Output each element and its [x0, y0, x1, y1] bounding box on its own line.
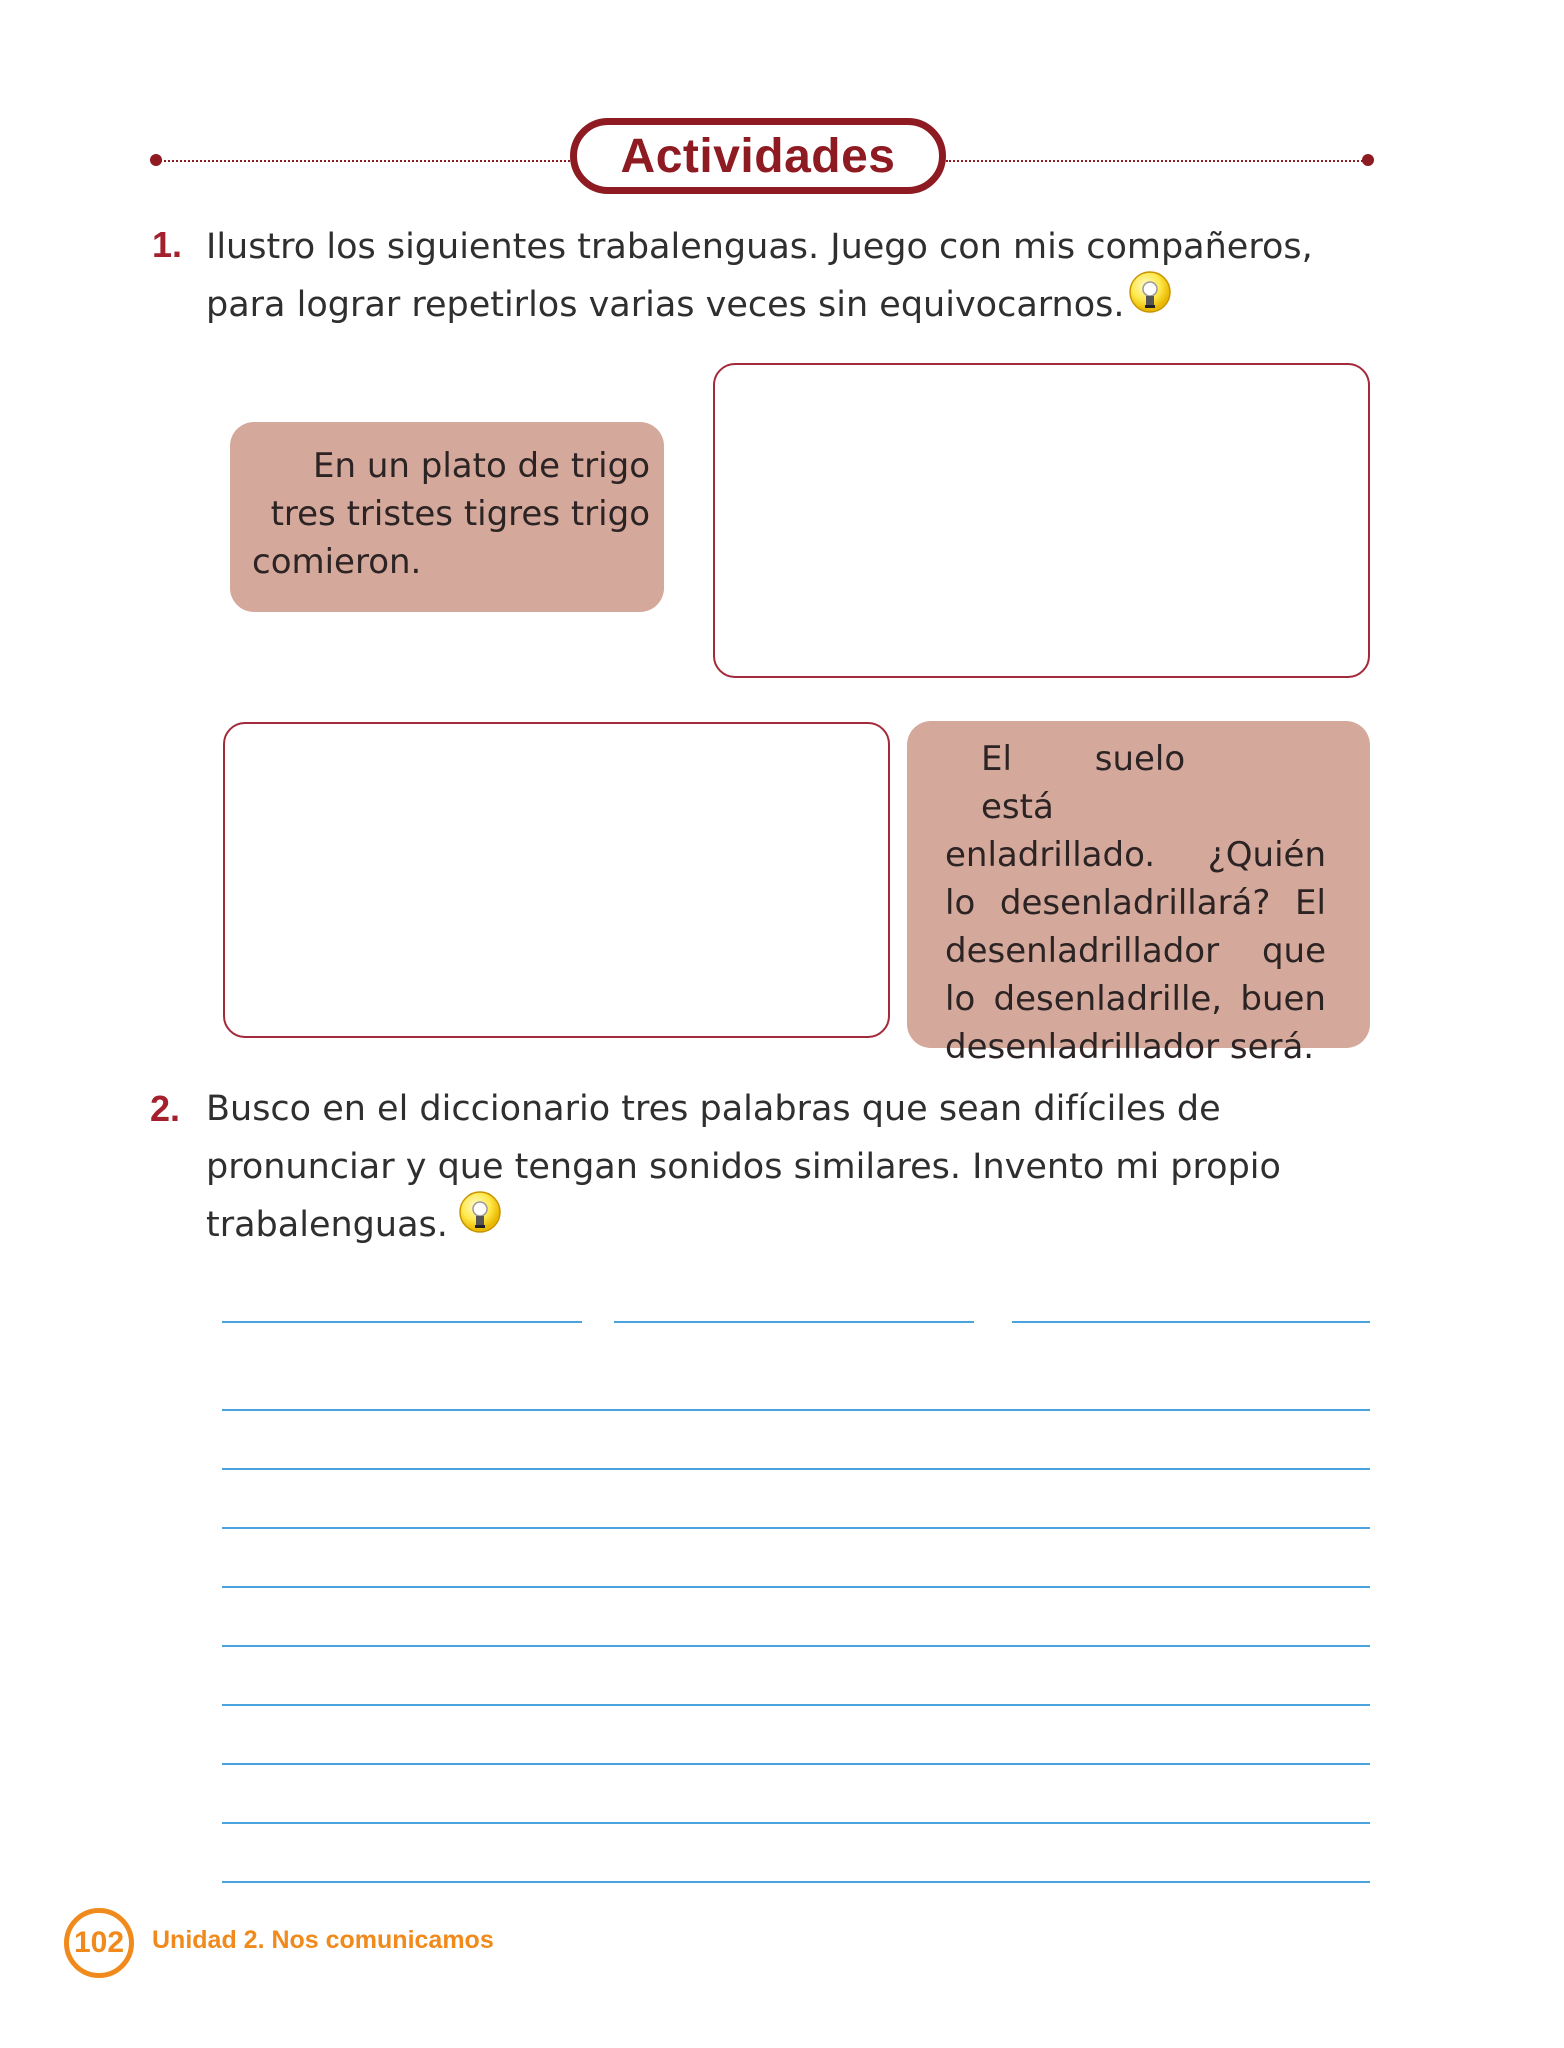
activity-2-instruction [206, 1080, 1281, 1254]
lightbulb-icon [458, 1190, 502, 1238]
lightbulb-icon [1128, 270, 1172, 318]
writing-line[interactable] [222, 1645, 1370, 1647]
twister-line-text: El suelo está [981, 739, 1186, 827]
writing-line[interactable] [222, 1704, 1370, 1706]
twister-line: enladrillado. ¿Quién [945, 835, 1326, 875]
instruction-line: Busco en el diccionario tres palabras que sean difíciles de [206, 1089, 1221, 1129]
header-rule-left [156, 160, 570, 162]
twister-line: En un plato de trigo [313, 446, 650, 486]
writing-line[interactable] [222, 1527, 1370, 1529]
header-dot-left [150, 154, 162, 166]
activity-1-number: 1. [152, 224, 183, 265]
writing-line[interactable] [222, 1763, 1370, 1765]
header-rule-right [946, 160, 1366, 162]
writing-line[interactable] [222, 1586, 1370, 1588]
word-blank-line[interactable] [614, 1321, 974, 1323]
tongue-twister-box [907, 721, 1370, 1067]
tongue-twister-box [230, 422, 664, 612]
header-dot-right [1362, 154, 1374, 166]
writing-line[interactable] [222, 1409, 1370, 1411]
page-number-badge [64, 1908, 134, 1978]
twister-line [945, 735, 1326, 831]
twister-line: tres tristes tigres trigo [270, 494, 650, 534]
drawing-area[interactable] [713, 363, 1370, 678]
word-blank-line[interactable] [1012, 1321, 1370, 1323]
twister-line: lo desenladrille, buen [945, 979, 1326, 1019]
word-blank-line[interactable] [222, 1321, 582, 1323]
page-number: 102 [73, 1926, 125, 1959]
twister-line: desenladrillador será. [945, 1027, 1315, 1067]
instruction-line: para lograr repetirlos varias veces sin equivocarnos. [206, 285, 1125, 325]
writing-line[interactable] [222, 1881, 1370, 1883]
instruction-line: pronunciar y que tengan sonidos similares. Invento mi propio [206, 1147, 1281, 1187]
twister-line: desenladrillador que [945, 931, 1326, 971]
section-header [570, 118, 946, 194]
instruction-line: Ilustro los siguientes trabalenguas. Juego con mis compañeros, [206, 227, 1313, 267]
twister-line: lo desenladrillará? El [945, 883, 1326, 923]
twister-line: comieron. [252, 542, 422, 582]
drawing-area[interactable] [223, 722, 890, 1038]
activity-2-number: 2. [150, 1088, 181, 1129]
footer-unit-title: Unidad 2. Nos comunicamos [152, 1926, 494, 1954]
section-title: Actividades [620, 129, 896, 183]
writing-line[interactable] [222, 1822, 1370, 1824]
writing-line[interactable] [222, 1468, 1370, 1470]
instruction-line: trabalenguas. [206, 1205, 448, 1245]
